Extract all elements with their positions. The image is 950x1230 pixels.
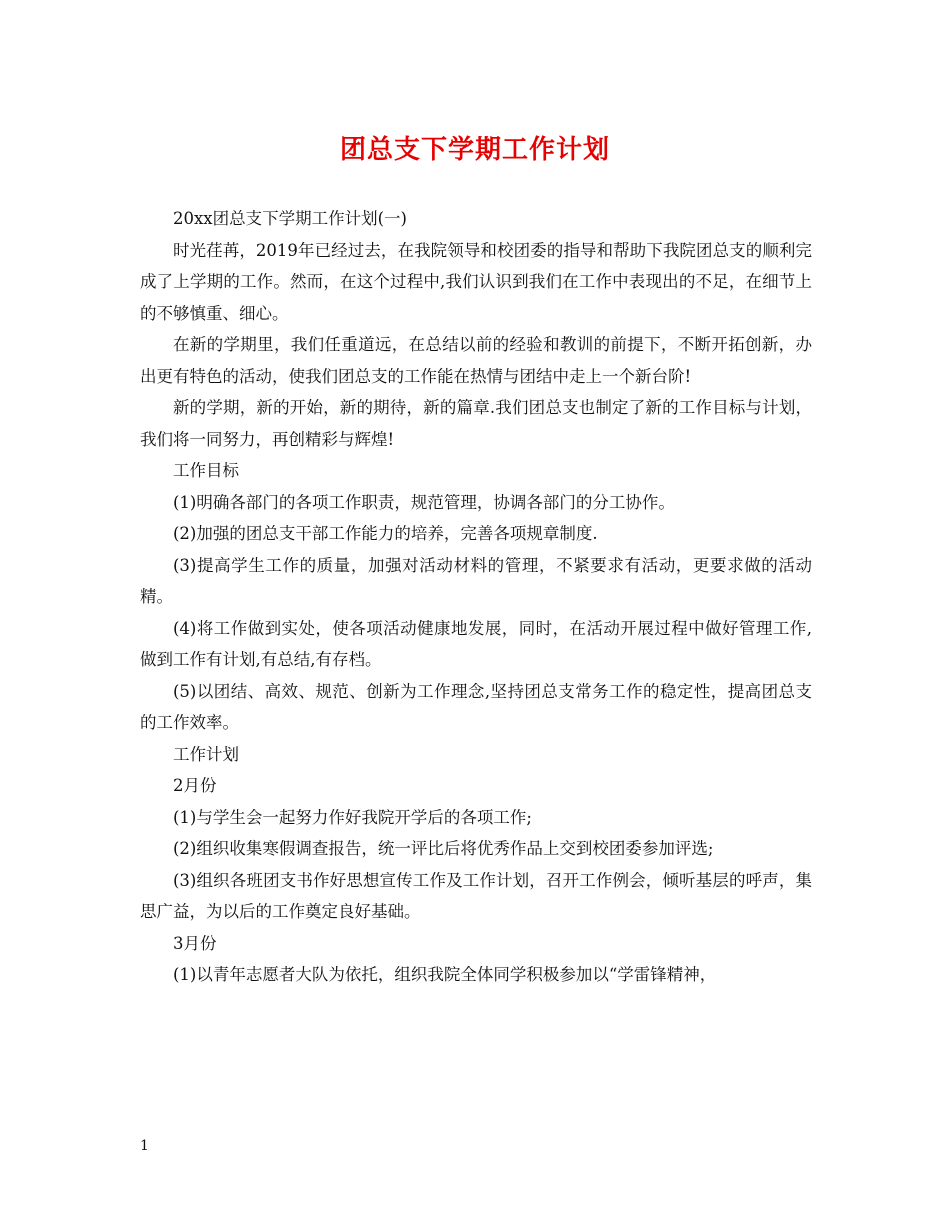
month-heading: 2月份 [173, 776, 217, 795]
section-heading: 工作目标 [173, 461, 239, 480]
list-item: (4)将工作做到实处，使各项活动健康地发展，同时，在活动开展过程中做好管理工作,做到工作有计划,有总结,有存档。 [140, 618, 812, 669]
list-item: (1)明确各部门的各项工作职责，规范管理，协调各部门的分工协作。 [173, 492, 675, 512]
list-item: (5)以团结、高效、规范、创新为工作理念,坚持团总支常务工作的稳定性，提高团总支的工作效率。 [140, 681, 812, 732]
page-number: 1 [140, 1138, 149, 1154]
section-heading: 工作计划 [173, 744, 239, 764]
paragraph: 20xx团总支下学期工作计划(一) [173, 209, 407, 228]
document-title: 团总支下学期工作计划 [339, 135, 610, 165]
list-item: (3)提高学生工作的质量，加强对活动材料的管理，不紧要求有活动，更要求做的活动精。 [140, 555, 812, 606]
paragraph: 新的学期，新的开始，新的期待，新的篇章.我们团总支也制定了新的工作目标与计划，我们将一同努力，再创精彩与辉煌! [140, 398, 812, 449]
month-heading: 3月份 [173, 933, 217, 953]
list-item: (2)组织收集寒假调查报告，统一评比后将优秀作品上交到校团委参加评选; [173, 839, 714, 858]
document-body [140, 203, 812, 991]
list-item: (2)加强的团总支干部工作能力的培养，完善各项规章制度. [173, 524, 598, 543]
list-item: (1)以青年志愿者大队为依托，组织我院全体同学积极参加以“学雷锋精神， [173, 965, 717, 984]
list-item: (3)组织各班团支书作好思想宣传工作及工作计划，召开工作例会，倾听基层的呼声，集思广益，为以后的工作奠定良好基础。 [140, 870, 812, 921]
paragraph: 在新的学期里，我们任重道远，在总结以前的经验和教训的前提下，不断开拓创新，办出更有特色的活动，使我们团总支的工作能在热情与团结中走上一个新台阶! [140, 335, 812, 386]
paragraph: 时光荏苒，2019年已经过去，在我院领导和校团委的指导和帮助下我院团总支的顺利完成了上学期的工作。然而，在这个过程中,我们认识到我们在工作中表现出的不足，在细节上的不够慎重、细心。 [140, 240, 812, 323]
list-item: (1)与学生会一起努力作好我院开学后的各项工作; [173, 807, 532, 827]
